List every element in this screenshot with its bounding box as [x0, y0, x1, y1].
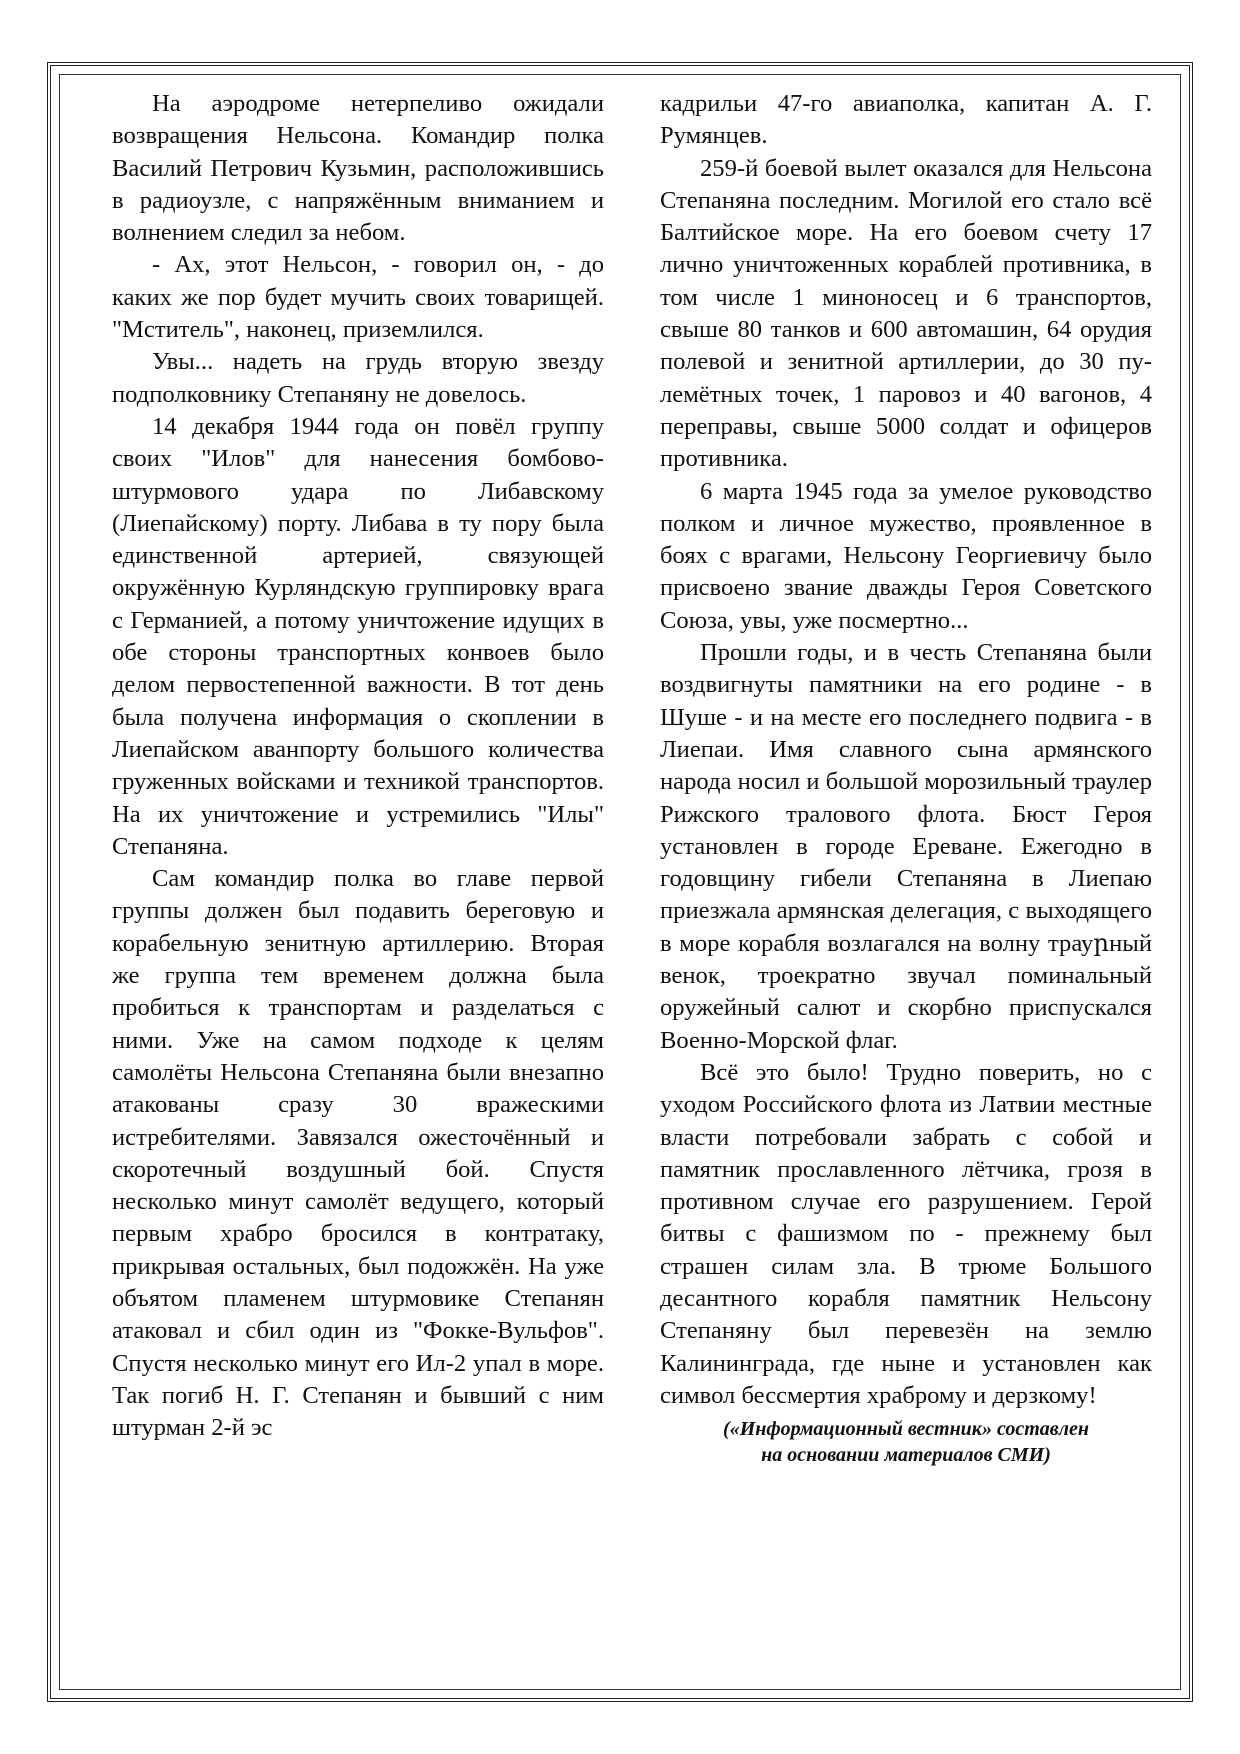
paragraph: 14 декабря 1944 года он повёл группу своих "Илов" для нанесения бомбово-штурмового удара по Либавскому (Лиепайскому) порту. Либава в ту пору была единственной артерией, связующей окружённую Курляндскую группировку врага с Германией, а потому уничтожение идущих в обе стороны транспортных конвоев было делом первостепенной важности. В тот день была получена информация о скоплении в Лиепайском аванпорту большого количества груженных войсками и техникой транспортов. На их уничтожение и устремились "Илы" Степаняна. [112, 412, 604, 860]
source-note [660, 1416, 1152, 1468]
paragraph: Всё это было! Трудно поверить, но с уходом Российского флота из Латвии местные власти потребовали забрать с собой и памятник прославленного лётчика, грозя в противном случае его разрушением. Герой битвы с фашизмом по - прежнему был страшен силам зла. В трюме Большого десантного корабля памятник Нельсону Степаняну был перевезён на землю Калининграда, где ныне и установлен как символ бессмертия храброму и дерзкому! [660, 1058, 1152, 1409]
right-column [660, 88, 1152, 1648]
paragraph: 259-й боевой вылет оказался для Нельсона Степаняна последним. Могилой его стало всё Балтийское море. На его боевом счету 17 лично уничтоженных кораблей противника, в том числе 1 миноносец и 6 транспортов, свыше 80 танков и 600 автомашин, 64 орудия полевой и зенитной артиллерии, до 30 пулемётных точек, 1 паровоз и 40 вагонов, 4 переправы, свыше 5000 солдат и офицеров противника. [660, 154, 1152, 473]
paragraph: кадрильи 47-го авиаполка, капитан А. Г. Румянцев. [660, 90, 1152, 150]
paragraph: Увы... надеть на грудь вторую звезду подполковнику Степаняну не довелось. [112, 348, 604, 408]
source-note-line: («Информационный вестник» составлен [723, 1418, 1089, 1441]
paragraph: Сам командир полка во главе первой группы должен был подавить береговую и корабельную зенитную артиллерию. Вторая же группа тем временем должна была пробиться к транспортам и разделаться с ними. Уже на самом подходе к целям самолёты Нельсона Степаняна были внезапно атакованы сразу 30 вражескими истребителями. Завязался ожесточённый и скоротечный воздушный бой. Спустя несколько минут самолёт ведущего, который первым храбро бросился в контратаку, прикрывая остальных, был подожжён. На уже объятом пламенем штурмовике Степанян атаковал и сбил один из "Фокке-Вульфов". Спустя несколько минут его Ил-2 упал в море. Так погиб Н. Г. Степанян и бывший с ним штурман 2-й эс [112, 865, 604, 1442]
paragraph: 6 марта 1945 года за умелое руководство полком и личное мужество, проявленное в боях с врагами, Нельсону Георгиевичу было присвоено звание дважды Героя Советского Союза, увы, уже посмертно... [660, 477, 1152, 634]
paragraph: На аэродроме нетерпеливо ожидали возвращения Нельсона. Командир полка Василий Петрович Кузьмин, расположившись в радиоузле, с напряжённым вниманием и волнением следил за небом. [112, 90, 604, 247]
paragraph: - Ах, этот Нельсон, - говорил он, - до каких же пор будет мучить своих товарищей. "Мститель", наконец, приземлился. [112, 251, 604, 344]
paragraph: Прошли годы, и в честь Степаняна были воздвигнуты памятники на его родине - в Шуше - и на месте его последнего подвига - в Лиепаи. Имя славного сына армянского народа носил и большой морозильный траулер Рижского тралового флота. Бюст Героя установлен в городе Ереване. Ежегодно в годовщину гибели Степаняна в Лиепаю приезжала армянская делегация, с выходящего в море корабля возлагался на волну трауրный венок, троекратно звучал поминальный оружейный салют и скорбно приспускался Военно-Морской флаг. [660, 639, 1152, 1054]
source-note-line: на основании материалов СМИ) [761, 1444, 1051, 1467]
left-column [112, 88, 604, 1648]
article-body [112, 88, 1152, 1648]
